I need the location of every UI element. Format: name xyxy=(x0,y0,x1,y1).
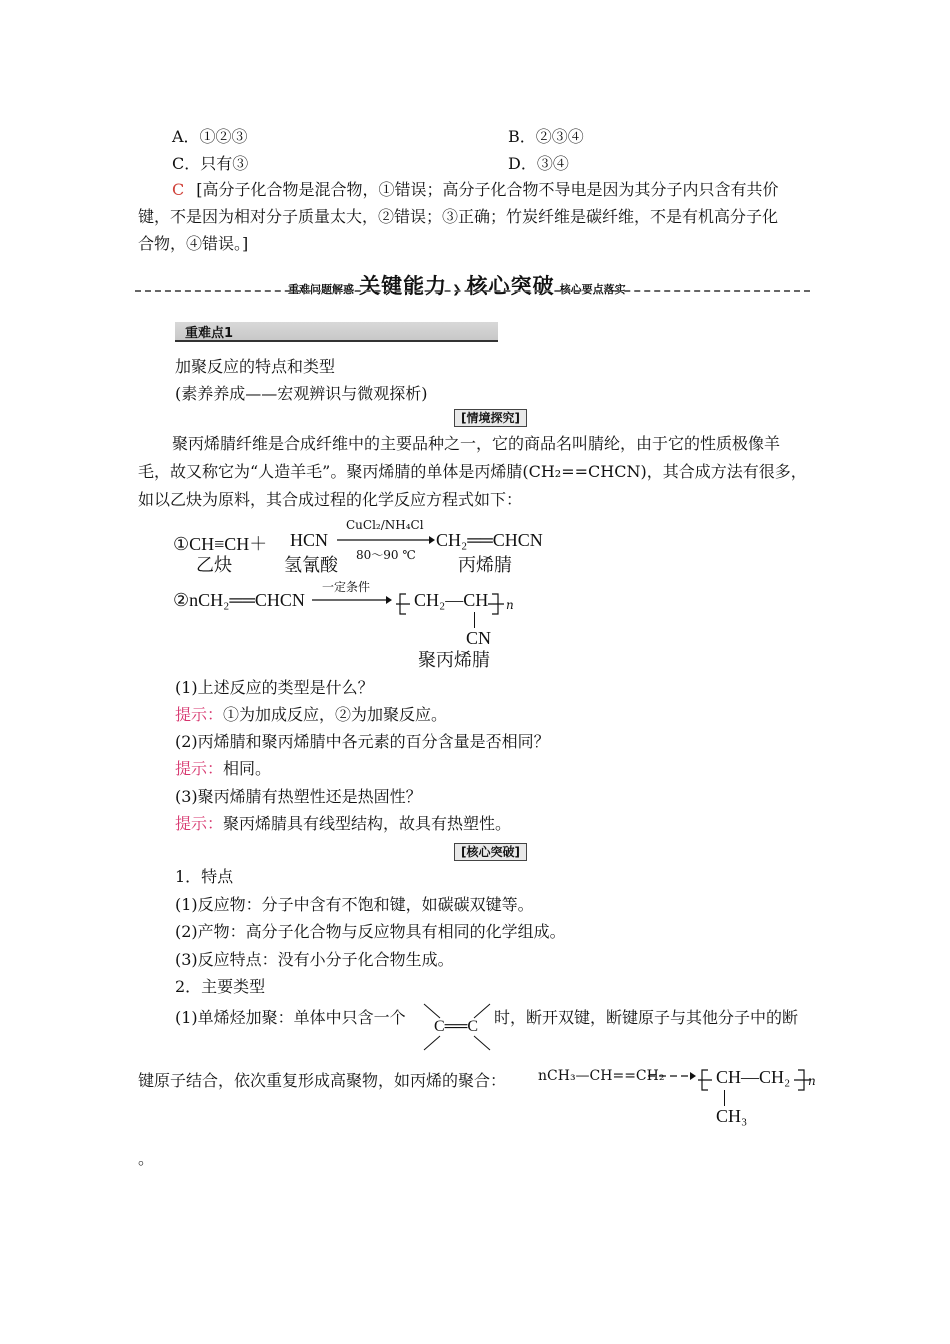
option-b: B．②③④ xyxy=(508,127,584,146)
banner-divider xyxy=(135,290,810,292)
propene-eq: nCH₃—CH==CH₂ xyxy=(538,1068,665,1084)
a2-text: 相同。 xyxy=(223,759,272,778)
eq1-arrow-icon xyxy=(337,534,435,546)
end-mark: 。 xyxy=(138,1149,155,1168)
core-tag: [核心突破] xyxy=(454,843,527,861)
core-h2: 2．主要类型 xyxy=(175,977,266,996)
a1 xyxy=(175,705,855,725)
answer-text-1: [高分子化合物是混合物，①错误；高分子化合物不导电是因为其分子内只含有共价 xyxy=(196,180,779,199)
key-point-title: 加聚反应的特点和类型 xyxy=(175,357,336,376)
propene-ch3: CH₃ xyxy=(716,1106,748,1126)
banner-title-a: 关键能力 xyxy=(359,274,448,298)
core-t1b: 时，断开双键，断键原子与其他分子中的断 xyxy=(494,1008,799,1027)
option-a: A．①②③ xyxy=(172,127,248,146)
q3: (3)聚丙烯腈有热塑性还是热固性？ xyxy=(175,787,422,806)
banner-right: 核心要点落实 xyxy=(559,283,626,296)
key-point-header xyxy=(175,322,498,342)
eq1-hcn: HCN xyxy=(290,530,329,550)
answer-line-1 xyxy=(138,180,818,200)
banner-arrow-icon: ❯ xyxy=(452,283,462,296)
propene-bond xyxy=(724,1090,725,1106)
core-f3: (3)反应特点：没有小分子化合物生成。 xyxy=(175,950,454,969)
q2: (2)丙烯腈和聚丙烯腈中各元素的百分含量是否相同？ xyxy=(175,732,550,751)
a1-text: ①为加成反应，②为加聚反应。 xyxy=(223,705,448,724)
core-t1a: (1)单烯烃加聚：单体中只含一个 xyxy=(175,1008,406,1027)
key-point-subtitle: (素养养成——宏观辨识与微观探析) xyxy=(175,384,428,403)
option-c: C．只有③ xyxy=(172,154,249,173)
eq1-product: CH₂══CHCN xyxy=(436,530,543,550)
hint-label: 提示： xyxy=(175,705,224,724)
eq2-n: n xyxy=(506,598,514,612)
scenario-p2: 毛，故又称它为“人造羊毛”。聚丙烯腈的单体是丙烯腈(CH₂==CHCN)，其合成方法有很多， xyxy=(138,462,807,481)
a2 xyxy=(175,759,855,779)
eq2-bond xyxy=(474,612,475,628)
section-banner xyxy=(288,270,626,300)
answer-letter: C xyxy=(172,180,185,199)
propene-n: n xyxy=(808,1074,816,1088)
core-f2: (2)产物：高分子化合物与反应物具有相同的化学组成。 xyxy=(175,922,566,941)
scenario-p3: 如以乙炔为原料，其合成过程的化学反应方程式如下： xyxy=(138,490,523,509)
answer-line-2: 键，不是因为相对分子质量太大，②错误；③正确；竹炭纤维是碳纤维，不是有机高分子化 xyxy=(138,207,779,226)
q1: (1)上述反应的类型是什么？ xyxy=(175,678,374,697)
eq2-product: CH₂—CH xyxy=(414,590,489,610)
key-point-label: 重难点1 xyxy=(185,326,234,341)
scenario-tag: [情境探究] xyxy=(454,409,527,427)
eq2-arrow-icon xyxy=(312,594,392,606)
banner-left: 重难问题解惑 xyxy=(288,283,354,296)
answer-line-3: 合物，④错误。] xyxy=(138,234,249,253)
eq1-name-acrylonitrile: 丙烯腈 xyxy=(458,555,512,575)
hint-label: 提示： xyxy=(175,814,224,833)
eq1-name-acetylene: 乙炔 xyxy=(196,555,232,575)
banner-title-b: 核心突破 xyxy=(466,274,555,298)
eq1-cond-top: CuCl₂/NH₄Cl xyxy=(346,518,424,532)
propene-product: CH—CH₂ xyxy=(716,1067,791,1087)
alkene-struct-text: C══C xyxy=(434,1018,479,1035)
core-f1: (1)反应物：分子中含有不饱和键，如碳碳双键等。 xyxy=(175,895,534,914)
dashed-arrow-icon xyxy=(648,1070,696,1082)
eq1-left: ①CH≡CH＋ xyxy=(173,534,268,554)
eq2-cond: 一定条件 xyxy=(322,580,371,594)
core-h1: 1．特点 xyxy=(175,867,234,886)
eq2-left: ②nCH₂══CHCN xyxy=(173,590,305,610)
eq1-name-hcn: 氢氰酸 xyxy=(284,555,338,575)
hint-label: 提示： xyxy=(175,759,224,778)
eq2-name: 聚丙烯腈 xyxy=(418,650,490,670)
option-d: D．③④ xyxy=(508,154,569,173)
eq1-cond-bottom: 80～90 ℃ xyxy=(356,548,416,562)
core-t2: 键原子结合，依次重复形成高聚物，如丙烯的聚合： xyxy=(138,1071,507,1090)
a3-text: 聚丙烯腈具有线型结构，故具有热塑性。 xyxy=(223,814,512,833)
scenario-p1: 聚丙烯腈纤维是合成纤维中的主要品种之一，它的商品名叫腈纶，由于它的性质极像羊 xyxy=(172,434,781,453)
a3 xyxy=(175,814,855,834)
eq2-cn: CN xyxy=(466,628,492,648)
